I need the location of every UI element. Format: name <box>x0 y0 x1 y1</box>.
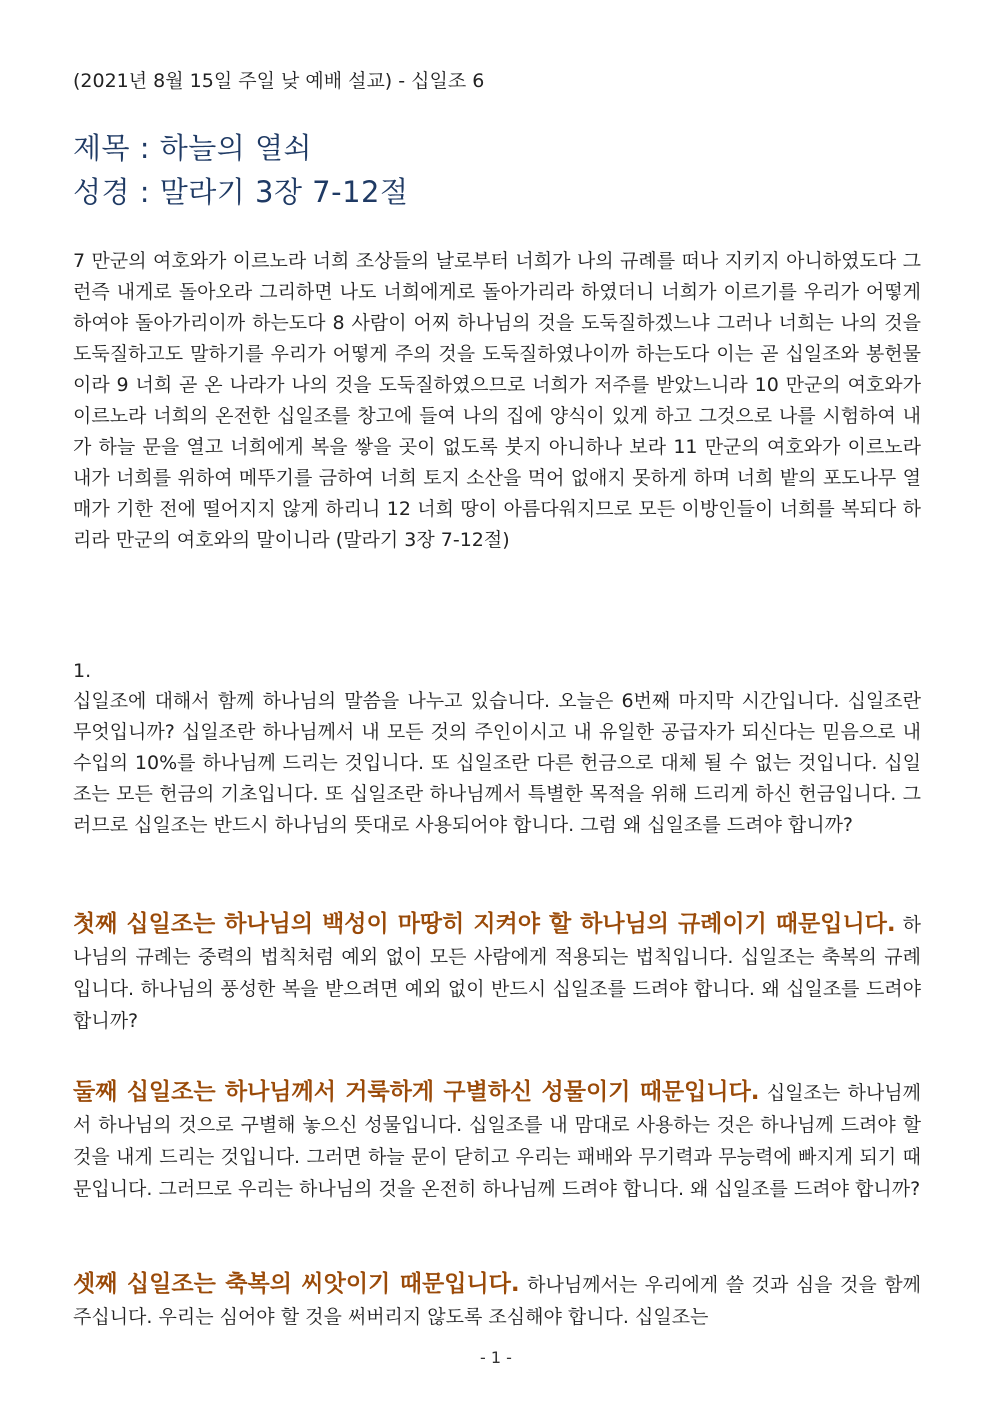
section-number: 1. <box>73 660 92 682</box>
sermon-title: 제목 : 하늘의 열쇠 <box>73 131 313 165</box>
point-first <box>73 908 921 1037</box>
point-text: 하나님의 규례는 중력의 법칙처럼 예외 없이 모든 사람에게 적용되는 법칙입니다. 십일조는 축복의 규례입니다. 하나님의 풍성한 복을 받으려면 예외 없이 반드시 십일조를 드려야 합니다. 왜 십일조를 드려야 합니까? <box>73 914 921 1032</box>
sermon-header: (2021년 8월 15일 주일 낮 예배 설교) - 십일조 6 <box>73 70 485 92</box>
point-text: 십일조는 하나님께서 하나님의 것으로 구별해 놓으신 성물입니다. 십일조를 내 맘대로 사용하는 것은 하나님께 드려야 할 것을 내게 드리는 것입니다. 그러면 하늘 문이 닫히고 우리는 패배와 무기력과 무능력에 빠지게 되기 때문입니다. 그러므로 우리는 하나님의 것을 온전히 하나님께 드려야 합니다. 왜 십일조를 드려야 합니까? <box>73 1082 921 1200</box>
point-heading: 첫째 십일조는 하나님의 백성이 마땅히 지켜야 할 하나님의 규례이기 때문입니다. <box>73 911 896 937</box>
scripture-text: 7 만군의 여호와가 이르노라 너희 조상들의 날로부터 너희가 나의 규례를 떠나 지키지 아니하였도다 그런즉 내게로 돌아오라 그리하면 나도 너희에게로 돌아가리라 하였더니 너희가 이르기를 우리가 어떻게 하여야 돌아가리이까 하는도다 8 사람이 어찌 하나님의 것을 도둑질하겠느냐 그러나 너희는 나의 것을 도둑질하고도 말하기를 우리가 어떻게 주의 것을 도둑질하였나이까 하는도다 이는 곧 십일조와 봉헌물이라 9 너희 곧 온 나라가 나의 것을 도둑질하였으므로 너희가 저주를 받았느니라 10 만군의 여호와가 이르노라 너희의 온전한 십일조를 창고에 들여 나의 집에 양식이 있게 하고 그것으로 나를 시험하여 내가 하늘 문을 열고 너희에게 복을 쌓을 곳이 없도록 붓지 아니하나 보라 11 만군의 여호와가 이르노라 내가 너희를 위하여 메뚜기를 금하여 너희 토지 소산을 먹어 없애지 못하게 하며 너희 밭의 포도나무 열매가 기한 전에 떨어지지 않게 하리니 12 너희 땅이 아름다워지므로 모든 이방인들이 너희를 복되다 하리라 만군의 여호와의 말이니라 (말라기 3장 7-12절) <box>73 250 921 551</box>
page-number: - 1 - <box>480 1348 512 1367</box>
intro-paragraph: 십일조에 대해서 함께 하나님의 말씀을 나누고 있습니다. 오늘은 6번째 마지막 시간입니다. 십일조란 무엇입니까? 십일조란 하나님께서 내 모든 것의 주인이시고 내 유일한 공급자가 되신다는 믿음으로 내 수입의 10%를 하나님께 드리는 것입니다. 또 십일조란 다른 헌금으로 대체 될 수 없는 것입니다. 십일조는 모든 헌금의 기초입니다. 또 십일조란 하나님께서 특별한 목적을 위해 드리게 하신 헌금입니다. 그러므로 십일조는 반드시 하나님의 뜻대로 사용되어야 합니다. 그럼 왜 십일조를 드려야 합니까? <box>73 690 922 836</box>
point-heading: 둘째 십일조는 하나님께서 거룩하게 구별하신 성물이기 때문입니다. <box>73 1079 760 1105</box>
point-third <box>73 1268 921 1333</box>
point-second <box>73 1076 921 1205</box>
point-heading: 셋째 십일조는 축복의 씨앗이기 때문입니다. <box>73 1271 520 1297</box>
point-text: 하나님께서는 우리에게 쓸 것과 심을 것을 함께 주십니다. 우리는 심어야 할 것을 써버리지 않도록 조심해야 합니다. 십일조는 <box>73 1274 921 1328</box>
scripture-reference: 성경 : 말라기 3장 7-12절 <box>73 175 409 209</box>
